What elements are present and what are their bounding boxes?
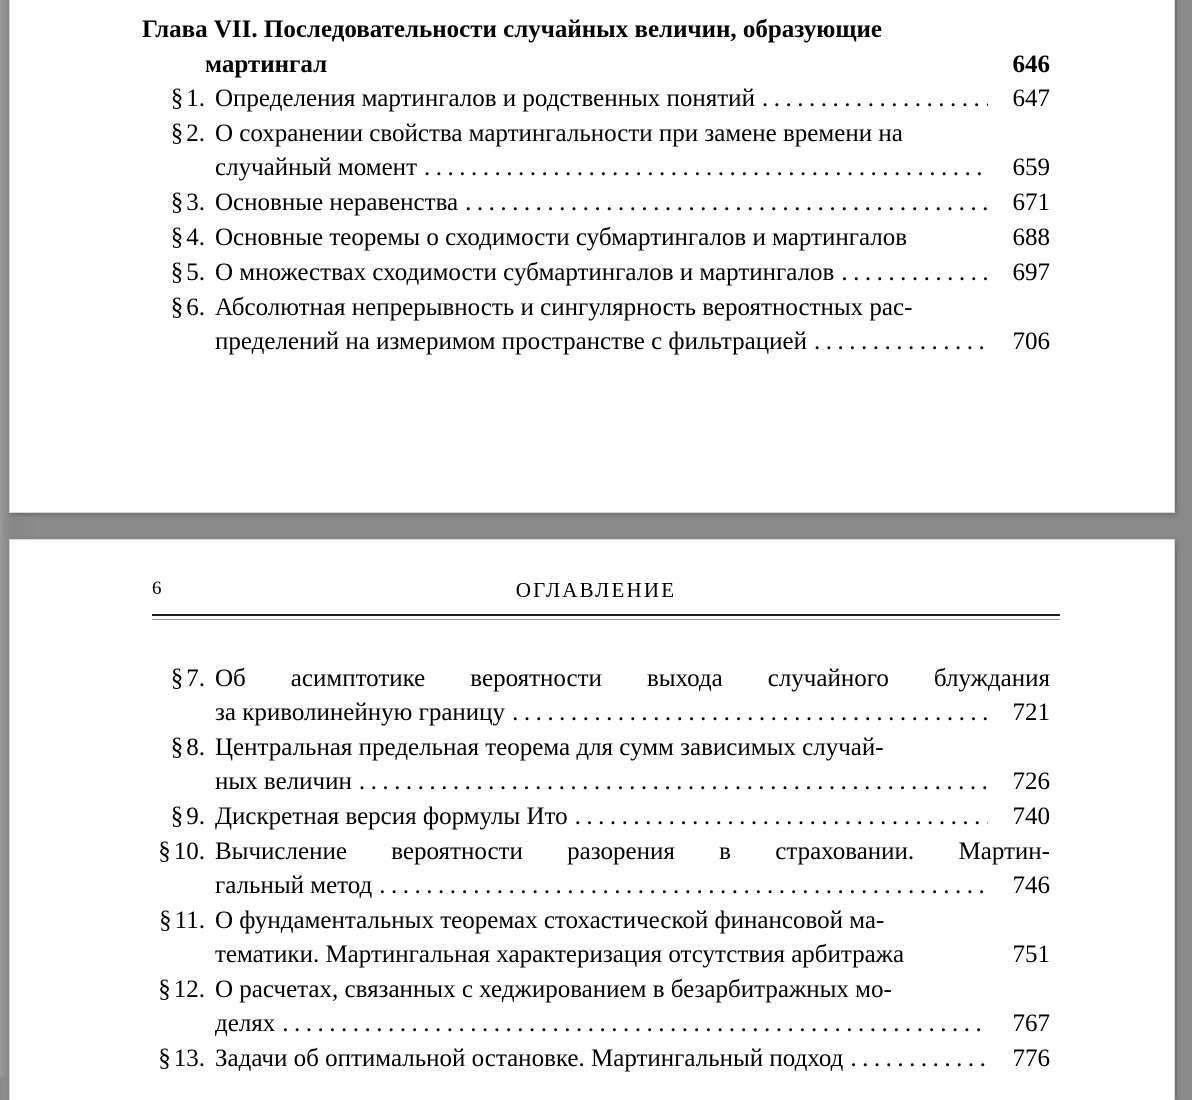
toc-entry-title-cont: пределений на измеримом пространстве с фильтрацией bbox=[215, 328, 807, 355]
section-sign: § bbox=[158, 1045, 171, 1072]
section-number: 2. bbox=[186, 120, 205, 147]
section-number: 10. bbox=[173, 838, 205, 865]
toc-entry-page: 740 bbox=[1012, 803, 1050, 830]
toc-entry-title: О расчетах, связанных с хеджированием в безарбитражных мо- bbox=[215, 976, 892, 1003]
toc-entry[interactable] bbox=[142, 256, 1050, 290]
dot-leader bbox=[762, 82, 988, 116]
toc-entry-title: О сохранении свойства мартингальности при замене времени на bbox=[215, 120, 903, 147]
running-head bbox=[142, 578, 1050, 624]
section-sign: § bbox=[158, 976, 171, 1003]
toc-entry-line bbox=[215, 869, 1050, 903]
running-head-title: ОГЛАВЛЕНИЕ bbox=[515, 578, 677, 602]
toc-entry-page: 721 bbox=[1012, 699, 1050, 726]
toc-entry[interactable] bbox=[142, 1042, 1050, 1076]
dot-leader bbox=[575, 800, 988, 834]
toc-entry-label bbox=[142, 835, 205, 869]
toc-entry-line bbox=[215, 1042, 1050, 1076]
section-number: 13. bbox=[173, 1045, 205, 1072]
section-sign: § bbox=[170, 224, 184, 251]
toc-entry[interactable] bbox=[142, 291, 1050, 359]
toc-entry-label bbox=[142, 973, 205, 1007]
toc-entry[interactable] bbox=[142, 662, 1050, 730]
section-number: 1. bbox=[186, 85, 205, 112]
toc-entry-title: Определения мартингалов и родственных понятий bbox=[215, 85, 755, 112]
toc-entry-line bbox=[215, 835, 1050, 869]
toc-entry-page: 767 bbox=[1012, 1010, 1050, 1037]
toc-entry-lines bbox=[215, 117, 1050, 185]
toc-entry-title: О множествах сходимости субмартингалов и мартингалов bbox=[215, 259, 835, 286]
toc-entry-title: Основные неравенства bbox=[215, 189, 459, 216]
toc-entry-title: Абсолютная непрерывность и сингулярность вероятностных рас- bbox=[215, 294, 913, 321]
toc-entry-lines bbox=[215, 221, 1050, 255]
toc-entry-line bbox=[215, 904, 1050, 938]
toc-content-page-1 bbox=[142, 12, 1050, 360]
toc-entry-page: 776 bbox=[1012, 1045, 1050, 1072]
section-sign: § bbox=[170, 85, 184, 112]
toc-entry-lines bbox=[215, 904, 1050, 972]
toc-entry-line bbox=[215, 765, 1050, 799]
section-sign: § bbox=[159, 907, 172, 934]
toc-entry[interactable] bbox=[142, 835, 1050, 903]
section-number: 6. bbox=[186, 294, 205, 321]
toc-content-page-2 bbox=[142, 662, 1050, 1077]
section-sign: § bbox=[170, 294, 184, 321]
toc-entry-page: 647 bbox=[1012, 85, 1050, 112]
toc-entry-page: 706 bbox=[1012, 328, 1050, 355]
toc-entry-line bbox=[215, 82, 1050, 116]
toc-entry-label bbox=[142, 221, 205, 255]
toc-entry[interactable] bbox=[142, 82, 1050, 116]
toc-entry-line bbox=[215, 117, 1050, 151]
toc-entry-label bbox=[142, 662, 205, 696]
toc-entry[interactable] bbox=[142, 221, 1050, 255]
toc-entry-title: Центральная предельная теорема для сумм зависимых случай- bbox=[215, 734, 884, 761]
toc-entry-title-cont: случайный момент bbox=[215, 154, 417, 181]
toc-entry-lines bbox=[215, 291, 1050, 359]
section-sign: § bbox=[170, 189, 184, 216]
toc-entry-label bbox=[142, 291, 205, 325]
toc-entry-label bbox=[142, 186, 205, 220]
dot-leader bbox=[465, 186, 988, 220]
toc-entry-title: Вычисление вероятности разорения в страховании. Мартин- bbox=[215, 838, 1050, 865]
toc-entry-title: Задачи об оптимальной остановке. Мартингальный подход bbox=[215, 1045, 844, 1072]
dot-leader bbox=[424, 151, 988, 185]
toc-entry-page: 697 bbox=[1012, 259, 1050, 286]
toc-entry-lines bbox=[215, 662, 1050, 730]
toc-entry-label bbox=[142, 904, 205, 938]
toc-entry[interactable] bbox=[142, 904, 1050, 972]
dot-leader bbox=[814, 325, 988, 359]
section-number: 8. bbox=[186, 734, 205, 761]
toc-entry-line bbox=[215, 291, 1050, 325]
toc-entry-line bbox=[215, 221, 1050, 255]
section-sign: § bbox=[170, 734, 184, 761]
toc-entry-title: О фундаментальных теоремах стохастической финансовой ма- bbox=[215, 907, 885, 934]
toc-entry-page: 751 bbox=[1012, 941, 1050, 968]
chapter-heading-line-1 bbox=[142, 12, 1050, 47]
toc-entry-label bbox=[142, 1042, 205, 1076]
chapter-heading bbox=[142, 12, 1050, 82]
toc-entry[interactable] bbox=[142, 973, 1050, 1041]
toc-entry[interactable] bbox=[142, 800, 1050, 834]
toc-entry-title-cont: ных величин bbox=[215, 768, 352, 795]
toc-entry-lines bbox=[215, 835, 1050, 903]
toc-list-page-2 bbox=[142, 662, 1050, 1076]
toc-entry-lines bbox=[215, 731, 1050, 799]
toc-entry-lines bbox=[215, 800, 1050, 834]
toc-entry-title: Основные теоремы о сходимости субмартингалов и мартингалов bbox=[215, 224, 908, 251]
section-sign: § bbox=[170, 665, 184, 692]
section-number: 4. bbox=[186, 224, 205, 251]
toc-entry-line bbox=[215, 186, 1050, 220]
section-sign: § bbox=[170, 259, 184, 286]
toc-entry-page: 671 bbox=[1012, 189, 1050, 216]
dot-leader bbox=[850, 1042, 988, 1076]
toc-entry-line bbox=[215, 938, 1050, 972]
toc-entry-label bbox=[142, 82, 205, 116]
toc-entry-lines bbox=[215, 973, 1050, 1041]
toc-entry-page: 726 bbox=[1012, 768, 1050, 795]
toc-entry-lines bbox=[215, 1042, 1050, 1076]
section-number: 12. bbox=[173, 976, 205, 1003]
section-number: 9. bbox=[186, 803, 205, 830]
section-number: 3. bbox=[186, 189, 205, 216]
toc-entry-line bbox=[215, 662, 1050, 696]
running-head-rule bbox=[152, 614, 1060, 620]
toc-entry-page: 688 bbox=[1012, 224, 1050, 251]
toc-entry-line bbox=[215, 325, 1050, 359]
section-number: 5. bbox=[186, 259, 205, 286]
section-sign: § bbox=[170, 803, 184, 830]
toc-entry-label bbox=[142, 117, 205, 151]
toc-entry-line bbox=[215, 973, 1050, 1007]
chapter-page-number: 646 bbox=[1012, 51, 1050, 78]
toc-entry-line bbox=[215, 151, 1050, 185]
section-sign: § bbox=[158, 838, 171, 865]
toc-entry-page: 659 bbox=[1012, 154, 1050, 181]
toc-entry-title: Дискретная версия формулы Ито bbox=[215, 803, 568, 830]
toc-entry-title-cont: тематики. Мартингальная характеризация отсутствия арбитража bbox=[215, 941, 905, 968]
chapter-heading-line-2 bbox=[142, 47, 1050, 82]
toc-entry-line bbox=[215, 696, 1050, 730]
toc-entry-title: Об асимптотике вероятности выхода случайного блуждания bbox=[215, 665, 1050, 692]
section-number: 7. bbox=[186, 665, 205, 692]
toc-entry-lines bbox=[215, 256, 1050, 290]
toc-entry[interactable] bbox=[142, 117, 1050, 185]
toc-list-page-1 bbox=[142, 82, 1050, 359]
chapter-heading-text-2: мартингал bbox=[205, 51, 328, 78]
dot-leader bbox=[379, 869, 988, 903]
toc-entry[interactable] bbox=[142, 731, 1050, 799]
section-number: 11. bbox=[174, 907, 205, 934]
toc-entry[interactable] bbox=[142, 186, 1050, 220]
toc-entry-label bbox=[142, 800, 205, 834]
page-folio-number: 6 bbox=[152, 578, 162, 599]
dot-leader bbox=[841, 256, 988, 290]
chapter-heading-text-1: Глава VII. Последовательности случайных величин, образующие bbox=[142, 16, 883, 43]
dot-leader bbox=[282, 1007, 988, 1041]
toc-entry-line bbox=[215, 256, 1050, 290]
toc-entry-lines bbox=[215, 82, 1050, 116]
toc-entry-label bbox=[142, 256, 205, 290]
toc-entry-page: 746 bbox=[1012, 872, 1050, 899]
toc-entry-line bbox=[215, 1007, 1050, 1041]
toc-entry-title-cont: делях bbox=[215, 1010, 276, 1037]
toc-entry-lines bbox=[215, 186, 1050, 220]
dot-leader bbox=[512, 696, 988, 730]
dot-leader bbox=[359, 765, 988, 799]
toc-entry-title-cont: за криволинейную границу bbox=[215, 699, 506, 726]
document-page-2 bbox=[10, 540, 1174, 1100]
toc-entry-line bbox=[215, 800, 1050, 834]
toc-entry-line bbox=[215, 731, 1050, 765]
document-page-1 bbox=[10, 0, 1174, 512]
running-head-row bbox=[142, 578, 1050, 624]
toc-entry-title-cont: гальный метод bbox=[215, 872, 373, 899]
section-sign: § bbox=[170, 120, 184, 147]
toc-entry-label bbox=[142, 731, 205, 765]
